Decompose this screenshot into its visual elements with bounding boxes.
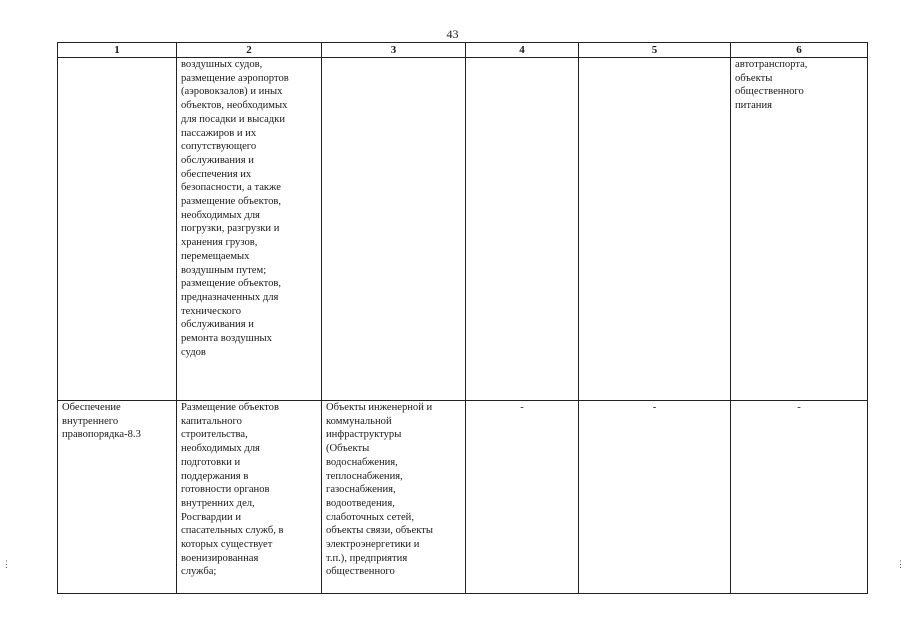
table-cell (466, 58, 579, 401)
column-header-3: 3 (322, 43, 466, 58)
table-row (58, 58, 868, 401)
table-cell (731, 58, 868, 401)
table-cell (177, 401, 322, 594)
table-cell (58, 401, 177, 594)
cell-text: - (797, 402, 801, 413)
cell-text: - (652, 402, 657, 413)
cell-text: Обеспечение внутреннего правопорядка-8.3 (62, 402, 141, 441)
column-header-2: 2 (177, 43, 322, 58)
zoning-table (57, 42, 868, 594)
cell-text: воздушных судов, размещение аэропортов (аэровокзалов) и иных объектов, необходимых для посадки и высадки пассажиров и их сопутствующего обслуживания и обеспечения их безопасности, а также размещение объектов, необходимых для погрузки, разгрузки и хранения грузов, перемещаемых воздушным путем; размещение объектов, предназначенных для технического обслуживания и ремонта воздушных судов (181, 59, 289, 358)
column-header-4: 4 (466, 43, 579, 58)
table-cell (466, 401, 579, 594)
table-cell (579, 58, 731, 401)
column-header-1: 1 (58, 43, 177, 58)
scan-edge-mark-left: ⋮ (2, 559, 11, 569)
table-cell (322, 58, 466, 401)
table-header-row (58, 43, 868, 58)
cell-text: автотранспорта, объекты общественного питания (735, 59, 808, 112)
cell-text: Объекты инженерной и коммунальной инфраструктуры (Объекты водоснабжения, теплоснабжения, газоснабжения, водоотведения, слаботочных сетей, объекты связи, объекты электроэнергетики и т.п.), предприятия общественного (326, 402, 433, 578)
scan-edge-mark-right: ⋮ (896, 559, 905, 569)
column-header-6: 6 (731, 43, 868, 58)
column-header-5: 5 (579, 43, 731, 58)
table-cell (731, 401, 868, 594)
table-cell (322, 401, 466, 594)
table-cell (177, 58, 322, 401)
table-row (58, 401, 868, 594)
cell-text: Размещение объектов капитального строительства, необходимых для подготовки и поддержания в готовности органов внутренних дел, Росгвардии и спасательных служб, в которых существует военизированная служба; (181, 402, 284, 578)
page-number: 43 (446, 27, 459, 41)
cell-text: - (520, 402, 524, 413)
table-cell (579, 401, 731, 594)
table-cell (58, 58, 177, 401)
